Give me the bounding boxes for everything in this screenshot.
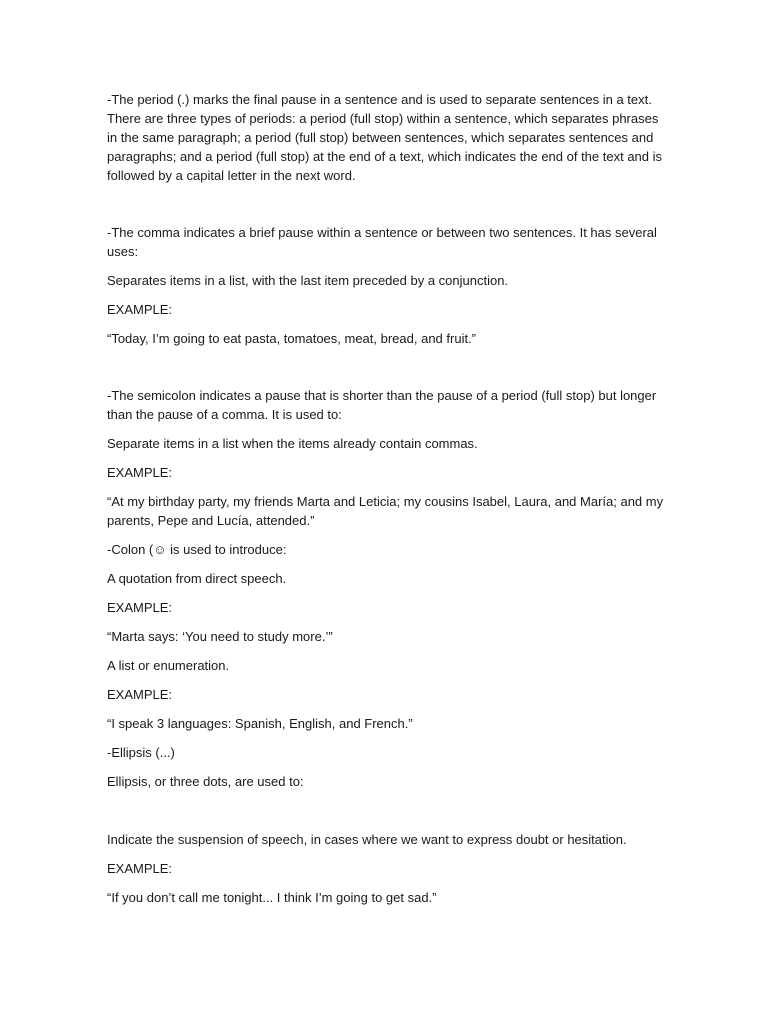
colon-use-list: A list or enumeration. [107, 658, 230, 673]
colon-heading: -Colon (☺ is used to introduce: [107, 542, 287, 557]
ellipsis-example: “If you don’t call me tonight... I think I’m going to get sad.” [107, 890, 437, 905]
comma-use-text: Separates items in a list, with the last item preceded by a conjunction. [107, 273, 509, 288]
semicolon-example: “At my birthday party, my friends Marta and Leticia; my cousins Isabel, Laura, and María; and my parents, Pepe and Lucía, attended.” [107, 494, 667, 528]
comma-example: “Today, I’m going to eat pasta, tomatoes, meat, bread, and fruit.” [107, 331, 477, 346]
semicolon-paragraph: -The semicolon indicates a pause that is shorter than the pause of a period (full stop) but longer than the pause of a comma. It is used to: [107, 388, 660, 422]
ellipsis-heading: -Ellipsis (...) [107, 745, 175, 760]
semicolon-use-text: Separate items in a list when the items already contain commas. [107, 436, 478, 451]
ellipsis-use-text: Indicate the suspension of speech, in cases where we want to express doubt or hesitation. [107, 832, 627, 847]
document-page [107, 90, 667, 907]
colon-use-quotation: A quotation from direct speech. [107, 571, 287, 586]
example-label: EXAMPLE: [107, 302, 173, 317]
example-label: EXAMPLE: [107, 465, 173, 480]
colon-example-list: “I speak 3 languages: Spanish, English, and French.” [107, 716, 413, 731]
comma-paragraph: -The comma indicates a brief pause within a sentence or between two sentences. It has several uses: [107, 225, 661, 259]
ellipsis-intro: Ellipsis, or three dots, are used to: [107, 774, 304, 789]
colon-example-quotation: “Marta says: ‘You need to study more.’” [107, 629, 333, 644]
example-label: EXAMPLE: [107, 687, 173, 702]
period-paragraph: -The period (.) marks the final pause in a sentence and is used to separate sentences in a text. There are three types of periods: a period (full stop) within a sentence, which separates phrases in the same paragraph; a period (full stop) between sentences, which separates sentences and paragraphs; and a period (full stop) at the end of a text, which indicates the end of the text and is followed by a capital letter in the next word. [107, 92, 666, 183]
example-label: EXAMPLE: [107, 600, 173, 615]
example-label: EXAMPLE: [107, 861, 173, 876]
